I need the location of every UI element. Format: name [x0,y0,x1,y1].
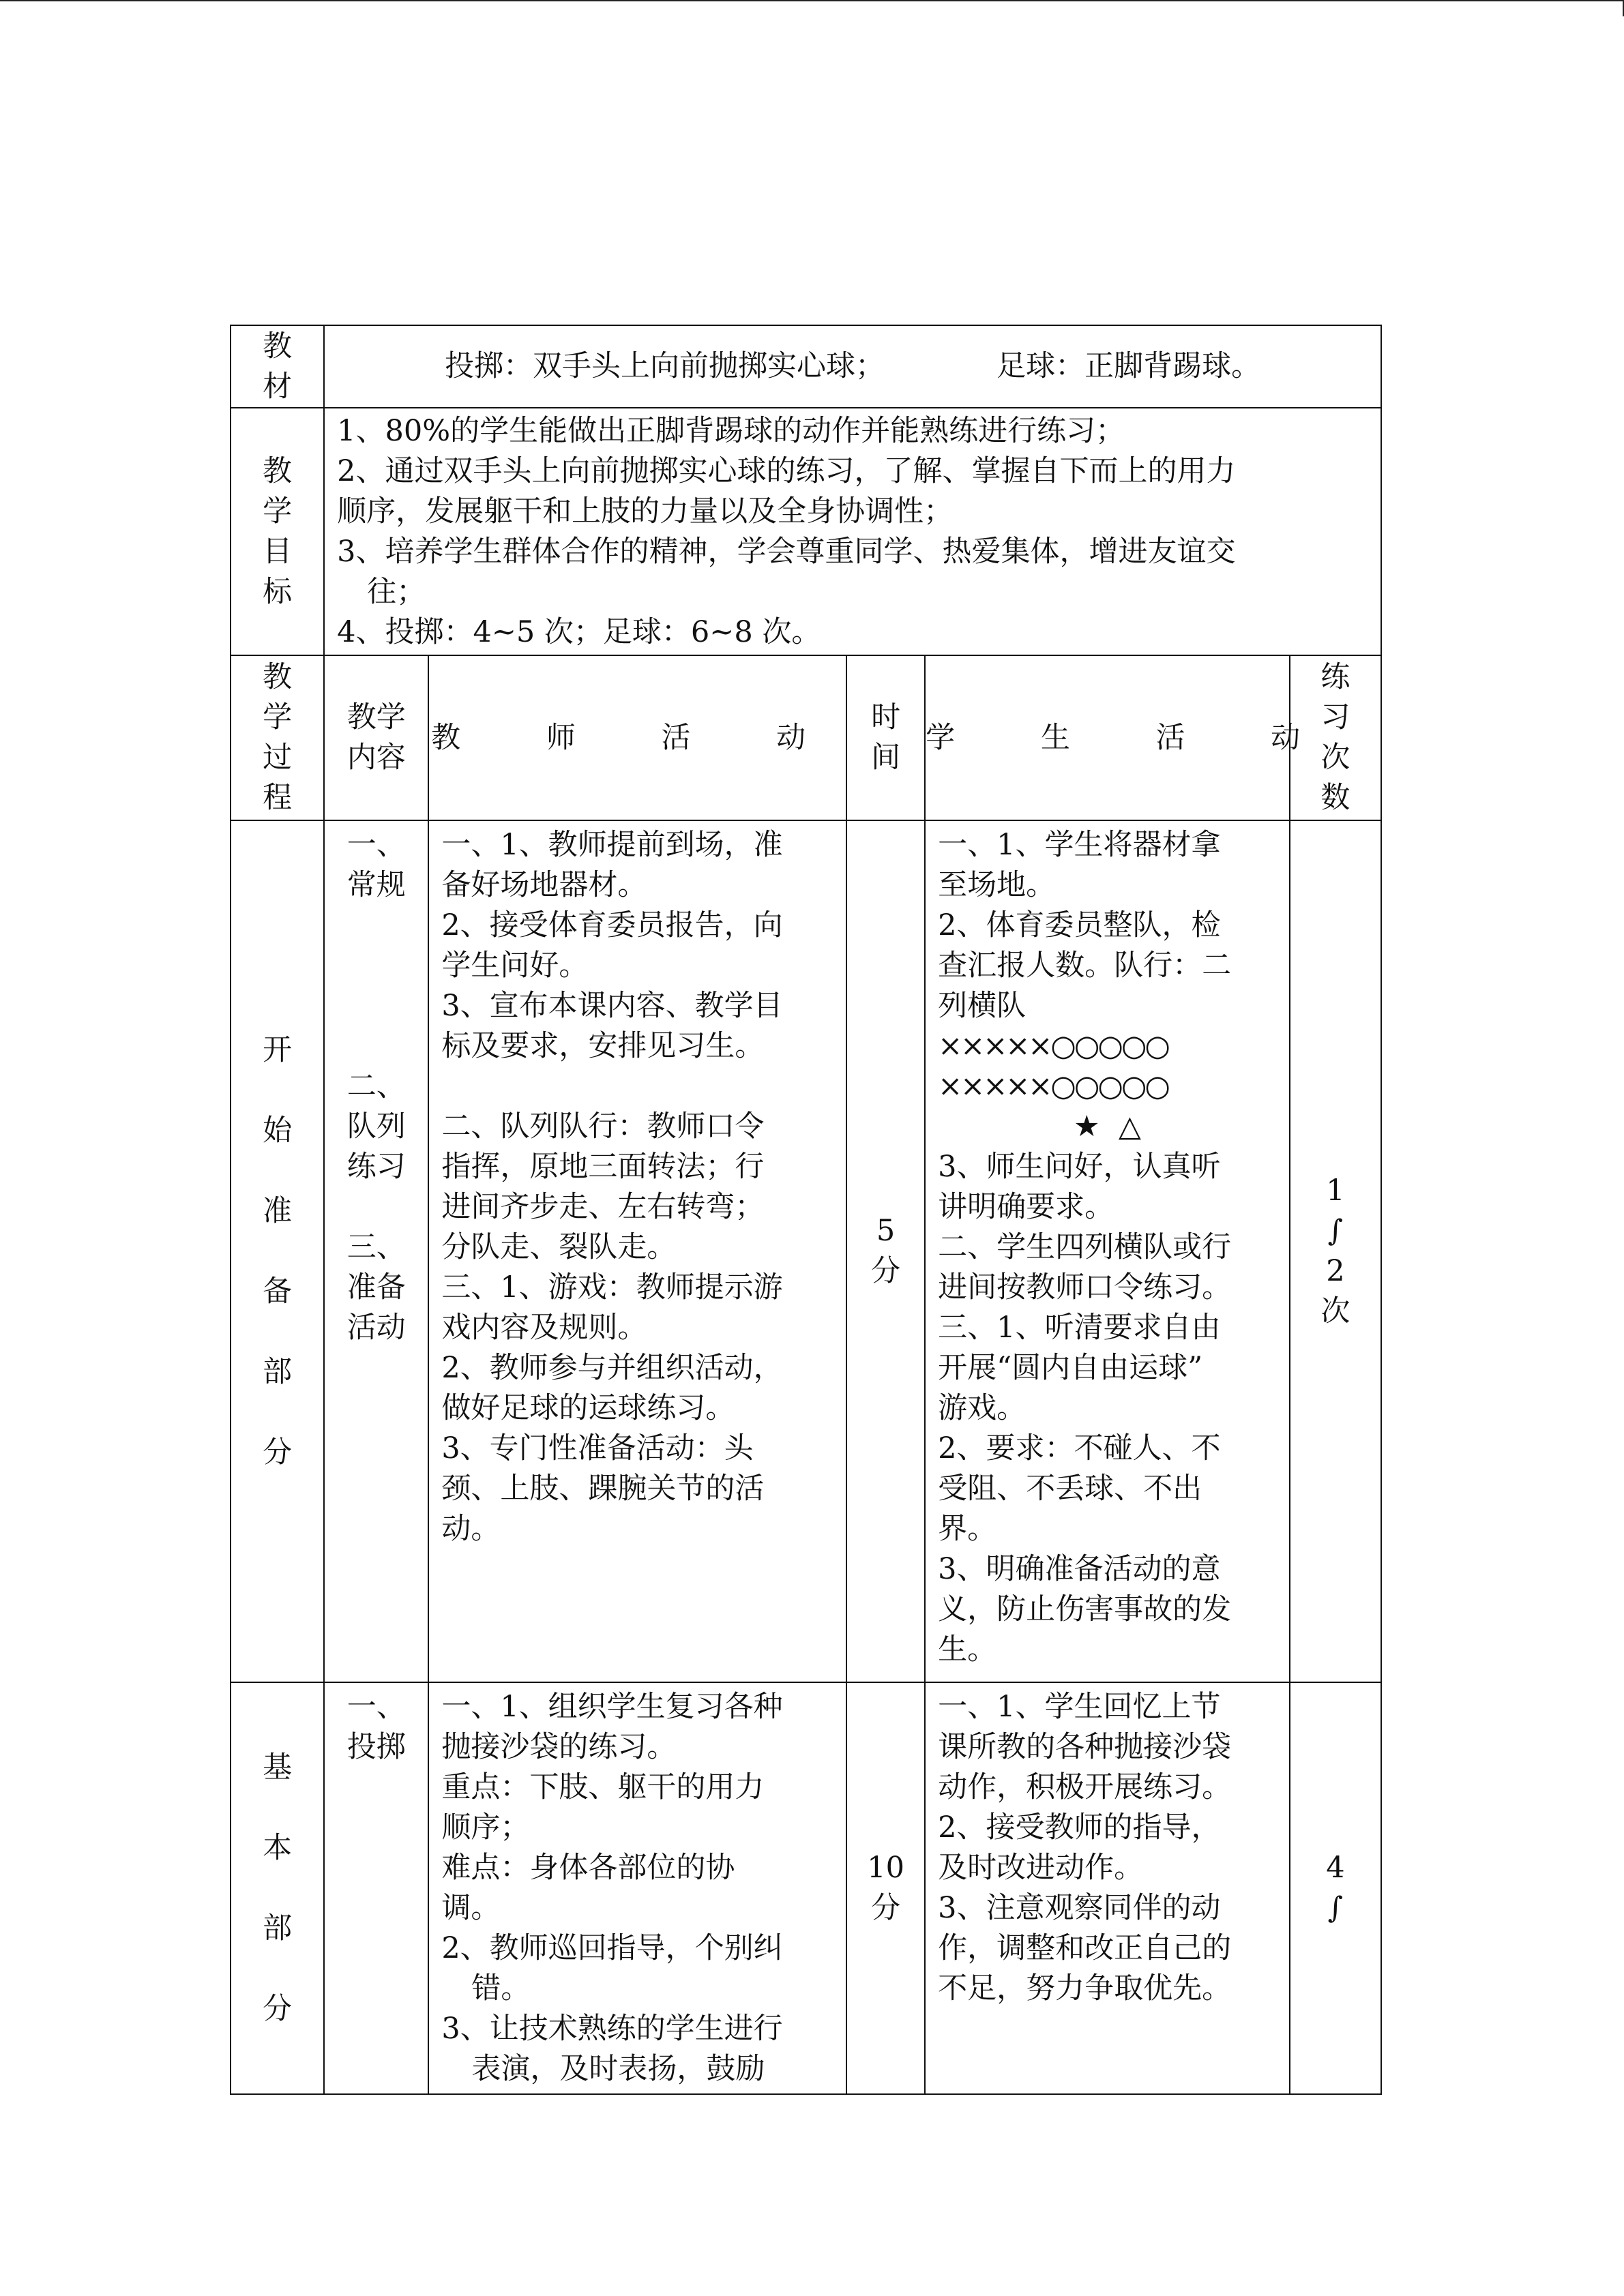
opening-student-activity: 一、1、学生将器材拿 至场地。 2、体育委员整队，检 查汇报人数。队行：二 列横队 ×××××○○○○○ ×××××○○○○○ ★ △ 3、师生问好，认真听 讲明确要求。 二、学生四列横队或行 进间按教师口令练习。 三、1、听清要求自由 开展“圆内自由运球” 游戏。 2、要求：不碰人、不 受阻、不丢球、不出 界。 3、明确准备活动的意 义，防止伤害事故的发 生。 [925,820,1290,1682]
process-header-row [231,655,1381,820]
content-item: 三、 准备 活动 [346,1230,406,1345]
opening-contents [324,820,428,1682]
objectives-label: 教 学 目 标 [231,408,324,655]
student-activity-header: 学 生 活 动 [925,655,1290,820]
content-item: 一、 常规 [346,828,406,902]
basic-content: 一、 投掷 [324,1682,428,2094]
basic-section-label: 基 本 部 分 [231,1682,324,2094]
time-header: 时 间 [846,655,925,820]
objective-line: 3、培养学生群体合作的精神，学会尊重同学、热爱集体，增进友谊交 [337,534,1236,569]
opening-section-label: 开 始 准 备 部 分 [231,820,324,1682]
page-top-border [0,0,1624,1]
objective-line: 1、80%的学生能做出正脚背踢球的动作并能熟练进行练习； [337,413,1125,448]
objective-line: 4、投掷：4~5 次；足球：6~8 次。 [337,614,821,649]
formation-row: ×××××○○○○○ [938,1029,1168,1063]
materials-content: 投掷：双手头上向前抛掷实心球； 足球：正脚背踢球。 [324,325,1381,408]
objective-line: 往； [367,574,426,609]
materials-label: 教 材 [231,325,324,408]
reps-header: 练 习 次 数 [1290,655,1381,820]
basic-reps: 4 ∫ [1290,1682,1381,2094]
opening-teacher-activity: 一、1、教师提前到场，准 备好场地器材。 2、接受体育委员报告，向 学生问好。 3、宣布本课内容、教学目 标及要求，安排见习生。 二、队列队行：教师口令 指挥，原地三面转法；行 进间齐步走、左右转弯； 分队走、裂队走。 三、1、游戏：教师提示游 戏内容及规则。 2、教师参与并组织活动， 做好足球的运球练习。 3、专门性准备活动：头 颈、上肢、踝腕关节的活 动。 [428,820,846,1682]
formation-row: ×××××○○○○○ [938,1069,1168,1103]
opening-section-row [231,820,1381,1682]
process-label: 教 学 过 程 [231,655,324,820]
lesson-plan-table [230,325,1382,2095]
basic-teacher-activity: 一、1、组织学生复习各种 抛接沙袋的练习。 重点：下肢、躯干的用力 顺序； 难点：身体各部位的协 调。 2、教师巡回指导，个别纠 错。 3、让技术熟练的学生进行 表演，及时表扬，鼓励 [428,1682,846,2094]
objective-line: 2、通过双手头上向前抛掷实心球的练习，了解、掌握自下而上的用力 [337,453,1236,488]
basic-student-activity: 一、1、学生回忆上节 课所教的各种抛接沙袋 动作，积极开展练习。 2、接受教师的指导， 及时改进动作。 3、注意观察同伴的动 作，调整和改正自己的 不足，努力争取优先。 [925,1682,1290,2094]
content-header: 教学 内容 [324,655,428,820]
opening-reps: 1 ∫ 2 次 [1290,820,1381,1682]
objective-line: 顺序，发展躯干和上肢的力量以及全身协调性； [337,494,954,528]
basic-section-row [231,1682,1381,2094]
opening-time: 5 分 [846,820,925,1682]
objectives-content [324,408,1381,655]
materials-row [231,325,1381,408]
basic-time: 10 分 [846,1682,925,2094]
objectives-row [231,408,1381,655]
content-item: 二、 队列 练习 [346,1069,406,1184]
formation-symbols: ★ △ [1073,1109,1141,1144]
teacher-activity-header: 教 师 活 动 [428,655,846,820]
